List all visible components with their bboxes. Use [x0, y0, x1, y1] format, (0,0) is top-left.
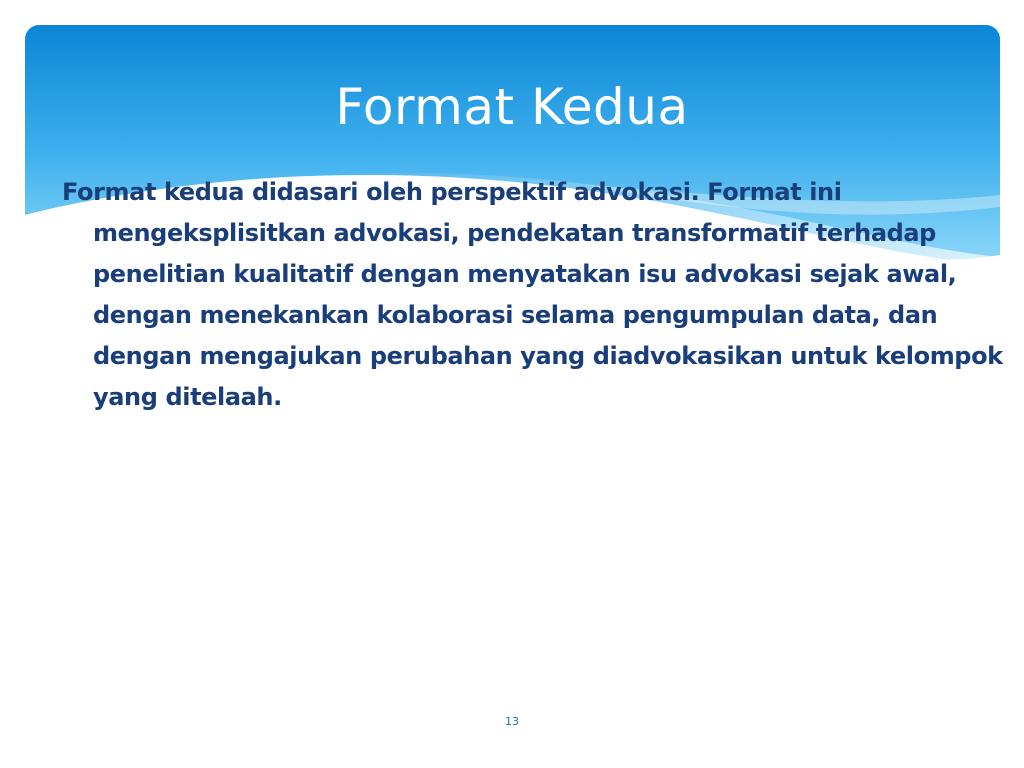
slide-title: Format Kedua: [335, 78, 689, 136]
slide-number: 13: [505, 715, 519, 728]
body-paragraph: Format kedua didasari oleh perspektif advokasi. Format ini mengeksplisitkan advokasi, pendekatan transformatif terhadap penelitian kualitatif dengan menyatakan isu advokasi sejak awal, dengan menekankan kolaborasi selama pengumpulan data, dan dengan mengajukan perubahan yang diadvokasikan untuk kelompok yang ditelaah.: [62, 178, 1003, 411]
